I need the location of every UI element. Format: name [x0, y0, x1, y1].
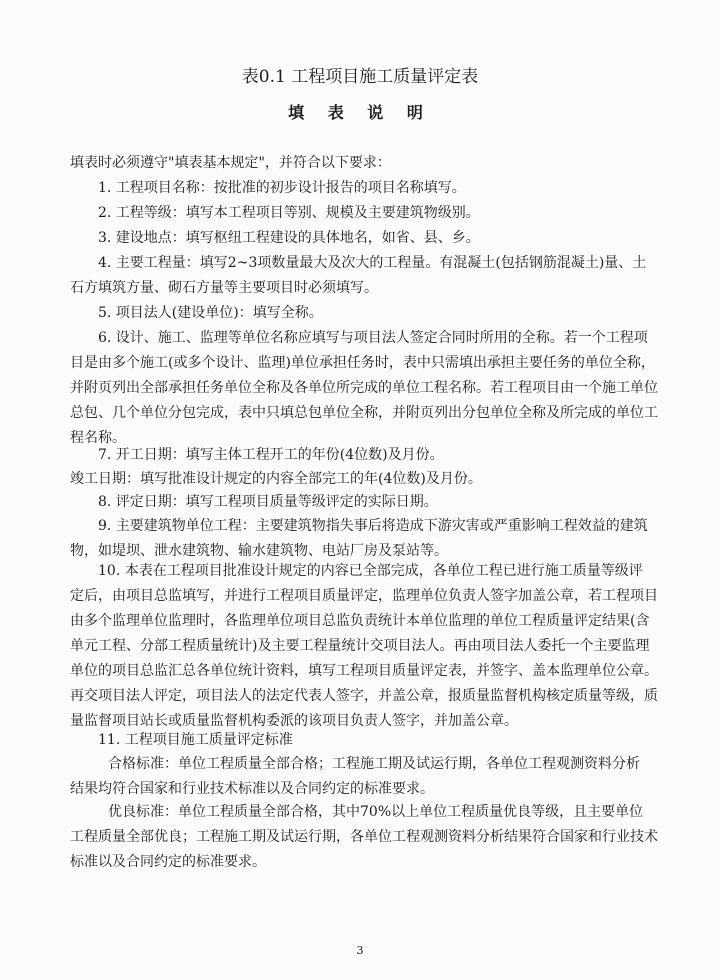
item-line: 5. 项目法人(建设单位)：填写全称。: [98, 305, 323, 321]
item-1: [70, 176, 652, 201]
item-11: [70, 728, 652, 753]
item-line: 6. 设计、施工、监理等单位名称应填写与项目法人签定合同时所用的全称。若一个工程项: [98, 330, 648, 346]
item-8: [70, 490, 652, 515]
item-line: 11. 工程项目施工质量评定标准: [98, 732, 293, 748]
item-line: 标准以及合同约定的标准要求。: [70, 854, 266, 870]
item-5: [70, 301, 652, 326]
item-line: 程名称。: [70, 430, 126, 446]
item-line: 8. 评定日期：填写工程项目质量等级评定的实际日期。: [98, 494, 438, 510]
item-line: 9. 主要建筑物单位工程：主要建筑物指失事后将造成下游灾害或严重影响工程效益的建筑: [98, 518, 648, 534]
item-line: 结果均符合国家和行业技术标准以及合同约定的标准要求。: [70, 781, 434, 797]
item-7: [70, 443, 652, 468]
item-line: 再交项目法人评定，项目法人的法定代表人签字，并盖公章，报质量监督机构核定质量等级，质: [70, 688, 658, 704]
item-3: [70, 226, 652, 251]
item-line: 由多个监理单位监理时，各监理单位项目总监负责统计本单位监理的单位工程质量评定结果(含: [70, 613, 650, 629]
item-4: [70, 251, 652, 301]
item-line: 1. 工程项目名称：按批准的初步设计报告的项目名称填写。: [98, 180, 466, 196]
pass-standard: [70, 752, 652, 802]
item-line: 物，如堤坝、泄水建筑物、输水建筑物、电站厂房及泵站等。: [70, 543, 448, 559]
table-title: 表0.1 工程项目施工质量评定表: [241, 67, 479, 87]
item-completion-date: [70, 467, 652, 492]
item-2: [70, 201, 652, 226]
instructions-heading: 填 表 说 明: [288, 103, 432, 122]
item-line: 总包、几个单位分包完成，表中只填总包单位全称，并附页列出分包单位全称及所完成的单位工: [70, 405, 658, 421]
item-line: 7. 开工日期：填写主体工程开工的年份(4位数)及月份。: [98, 447, 444, 463]
item-line: 目是由多个施工(或多个设计、监理)单位承担任务时，表中只需填出承担主要任务的单位全称，: [70, 355, 655, 371]
item-line: 10. 本表在工程项目批准设计规定的内容已全部完成，各单位工程已进行施工质量等级评: [98, 563, 643, 579]
item-line: 工程质量全部优良；工程施工期及试运行期，各单位工程观测资料分析结果符合国家和行业技术: [70, 829, 658, 845]
excellent-standard: [70, 800, 658, 875]
item-line: 2. 工程等级：填写本工程项目等别、规模及主要建筑物级别。: [98, 205, 480, 221]
item-line: 优良标准：单位工程质量全部合格，其中70%以上单位工程质量优良等级，且主要单位: [108, 804, 644, 820]
item-9: [70, 514, 652, 564]
item-10: [70, 559, 658, 734]
item-line: 单位的项目总监汇总各单位统计资料，填写工程项目质量评定表，并签字、盖本监理单位公章。: [70, 663, 658, 679]
item-line: 合格标准：单位工程质量全部合格；工程施工期及试运行期，各单位工程观测资料分析: [108, 756, 640, 772]
item-line: 石方填筑方量、砌石方量等主要项目时必须填写。: [70, 280, 378, 296]
item-6: [70, 326, 658, 451]
item-line: 定后，由项目总监填写，并进行工程项目质量评定，监理单位负责人签字加盖公章，若工程项目: [70, 588, 658, 604]
item-line: 3. 建设地点：填写枢纽工程建设的具体地名，如省、县、乡。: [98, 230, 480, 246]
item-line: 4. 主要工程量：填写2~3项数量最大及次大的工程量。有混凝土(包括钢筋混凝土)量、土: [98, 255, 647, 271]
item-line: 并附页列出全部承担任务单位全称及各单位所完成的单位工程名称。若工程项目由一个施工单位: [70, 380, 658, 396]
item-line: 单元工程、分部工程质量统计)及主要工程量统计交项目法人。再由项目法人委托一个主要监理: [70, 638, 650, 654]
page-number: 3: [356, 944, 364, 957]
intro-text: 填表时必须遵守"填表基本规定"，并符合以下要求：: [70, 155, 391, 171]
item-line: 量监督项目站长或质量监督机构委派的该项目负责人签字，并加盖公章。: [70, 713, 518, 729]
item-line: 竣工日期：填写批准设计规定的内容全部完工的年(4位数)及月份。: [70, 471, 482, 487]
